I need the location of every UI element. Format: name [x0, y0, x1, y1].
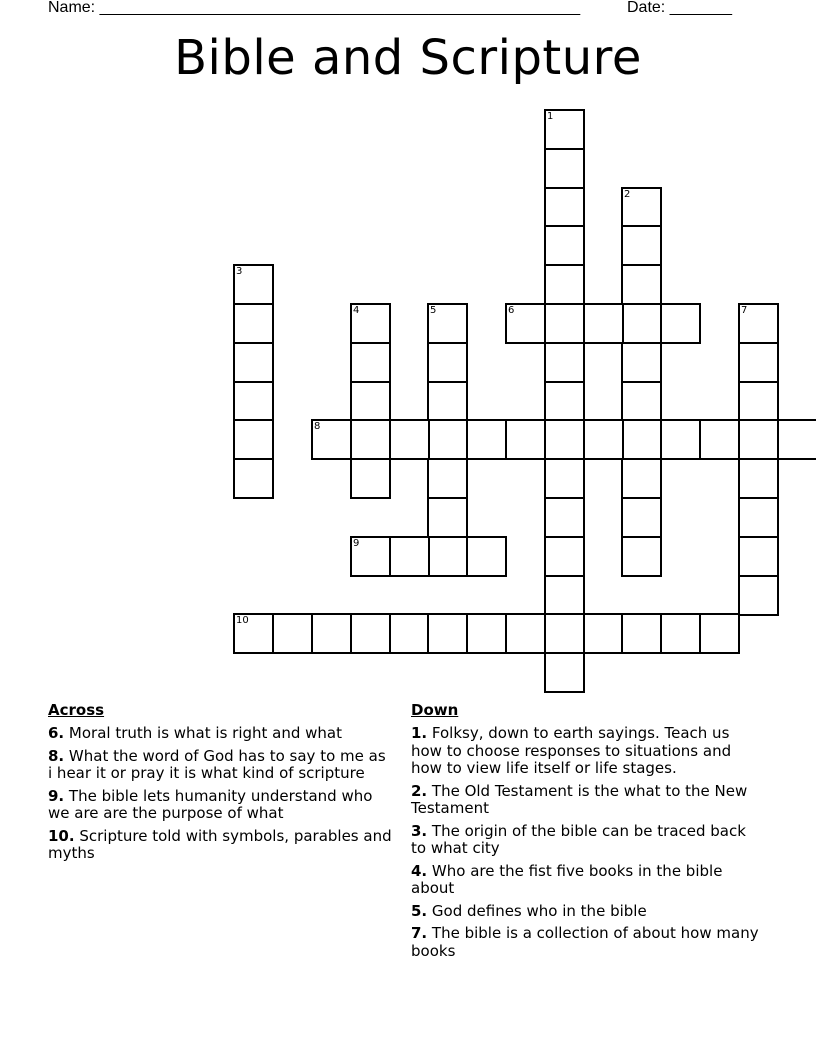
cell-number: 5	[430, 305, 437, 316]
page-title: Bible and Scripture	[174, 30, 642, 86]
grid-cell[interactable]	[738, 303, 779, 344]
clue-text: Scripture told with symbols, parables and myths	[48, 826, 392, 862]
grid-cell[interactable]	[738, 575, 779, 616]
grid-cell[interactable]	[466, 419, 507, 460]
header-line	[0, 0, 816, 20]
cell-number: 2	[624, 189, 631, 200]
grid-cell[interactable]	[427, 303, 468, 344]
grid-cell[interactable]	[621, 536, 662, 577]
grid-cell[interactable]	[389, 419, 430, 460]
grid-cell[interactable]	[544, 458, 585, 499]
clue-text: What the word of God has to say to me as i hear it or pray it is what kind of scripture	[48, 746, 386, 782]
across-clues	[48, 701, 393, 868]
grid-cell[interactable]	[311, 613, 352, 654]
grid-cell[interactable]	[544, 536, 585, 577]
cell-number: 4	[353, 305, 360, 316]
clue-number: 7.	[411, 924, 428, 942]
cell-number: 9	[353, 538, 360, 549]
clue-down-4	[411, 863, 761, 898]
grid-cell[interactable]	[233, 264, 274, 305]
grid-cell[interactable]	[738, 419, 779, 460]
grid-cell[interactable]	[427, 342, 468, 383]
cell-number: 6	[508, 305, 515, 316]
clue-text: The bible lets humanity understand who we are are the purpose of what	[48, 786, 373, 822]
clue-number: 3.	[411, 821, 428, 840]
grid-cell[interactable]	[350, 613, 391, 654]
clue-number: 10.	[48, 826, 75, 845]
grid-cell[interactable]	[233, 381, 274, 422]
clue-text: The origin of the bible can be traced back to what city	[411, 821, 746, 857]
grid-cell[interactable]	[544, 575, 585, 616]
grid-cell[interactable]	[350, 419, 391, 460]
grid-cell[interactable]	[505, 613, 546, 654]
grid-cell[interactable]	[233, 458, 274, 499]
clue-text: The Old Testament is the what to the New Testament	[411, 781, 748, 817]
grid-cell[interactable]	[544, 497, 585, 538]
grid-cell[interactable]	[583, 419, 624, 460]
grid-cell[interactable]	[427, 536, 468, 577]
grid-cell[interactable]	[544, 342, 585, 383]
clue-text: Moral truth is what is right and what	[64, 724, 342, 742]
grid-cell[interactable]	[233, 613, 274, 654]
clue-number: 9.	[48, 786, 65, 805]
grid-cell[interactable]	[505, 303, 546, 344]
grid-cell[interactable]	[311, 419, 352, 460]
clue-across-9	[48, 788, 393, 823]
grid-cell[interactable]	[621, 264, 662, 305]
down-clues	[411, 701, 761, 965]
clue-across-10	[48, 828, 393, 863]
grid-cell[interactable]	[350, 536, 391, 577]
across-clue-list	[48, 725, 393, 863]
grid-cell[interactable]	[621, 613, 662, 654]
grid-cell[interactable]	[466, 536, 507, 577]
clue-across-6	[48, 725, 393, 743]
grid-cell[interactable]	[544, 381, 585, 422]
grid-cell[interactable]	[233, 419, 274, 460]
grid-cell[interactable]	[544, 419, 585, 460]
clue-number: 5.	[411, 901, 428, 920]
grid-cell[interactable]	[621, 458, 662, 499]
grid-cell[interactable]	[350, 381, 391, 422]
cell-number: 1	[547, 111, 554, 122]
grid-cell[interactable]	[505, 419, 546, 460]
grid-cell[interactable]	[350, 342, 391, 383]
grid-cell[interactable]	[738, 381, 779, 422]
clue-down-2	[411, 783, 761, 818]
grid-cell[interactable]	[621, 187, 662, 228]
grid-cell[interactable]	[544, 109, 585, 150]
clue-down-7	[411, 925, 761, 960]
grid-cell[interactable]	[699, 613, 740, 654]
clue-number: 1.	[411, 724, 428, 742]
clue-text: Folksy, down to earth sayings. Teach us how to choose responses to situations and how to view life itself or life stages.	[411, 724, 732, 777]
grid-cell[interactable]	[621, 381, 662, 422]
grid-cell[interactable]	[350, 458, 391, 499]
grid-cell[interactable]	[699, 419, 740, 460]
grid-cell[interactable]	[738, 497, 779, 538]
grid-cell[interactable]	[427, 419, 468, 460]
grid-cell[interactable]	[427, 381, 468, 422]
grid-cell[interactable]	[466, 613, 507, 654]
grid-cell[interactable]	[738, 458, 779, 499]
grid-cell[interactable]	[544, 613, 585, 654]
across-heading: Across	[48, 701, 105, 719]
cell-number: 3	[236, 266, 243, 277]
clue-down-1	[411, 725, 761, 778]
grid-cell[interactable]	[272, 613, 313, 654]
grid-cell[interactable]	[660, 613, 701, 654]
grid-cell[interactable]	[389, 536, 430, 577]
down-heading: Down	[411, 701, 459, 719]
down-clue-list	[411, 725, 761, 960]
date-field-label[interactable]: Date: _______	[627, 0, 732, 16]
clue-number: 6.	[48, 724, 65, 742]
grid-cell[interactable]	[350, 303, 391, 344]
grid-cell[interactable]	[544, 187, 585, 228]
grid-cell[interactable]	[621, 419, 662, 460]
grid-cell[interactable]	[233, 342, 274, 383]
clue-number: 8.	[48, 746, 65, 765]
grid-cell[interactable]	[621, 497, 662, 538]
clue-number: 4.	[411, 861, 428, 880]
clue-across-8	[48, 748, 393, 783]
cell-number: 10	[236, 615, 249, 626]
clue-text: Who are the fist five books in the bible about	[411, 861, 723, 897]
grid-cell[interactable]	[660, 303, 701, 344]
grid-cell[interactable]	[427, 613, 468, 654]
clue-text: God defines who in the bible	[427, 901, 647, 920]
grid-cell[interactable]	[621, 342, 662, 383]
grid-cell[interactable]	[544, 264, 585, 305]
grid-cell[interactable]	[427, 497, 468, 538]
clue-down-5	[411, 903, 761, 921]
grid-cell[interactable]	[621, 303, 662, 344]
grid-cell[interactable]	[738, 342, 779, 383]
grid-cell[interactable]	[660, 419, 701, 460]
cell-number: 7	[741, 305, 748, 316]
grid-cell[interactable]	[544, 225, 585, 266]
clue-down-3	[411, 823, 761, 858]
grid-cell[interactable]	[544, 303, 585, 344]
grid-cell[interactable]	[583, 303, 624, 344]
grid-cell[interactable]	[583, 613, 624, 654]
name-field-label[interactable]: Name: ______________________________________________________	[48, 0, 581, 16]
clue-number: 2.	[411, 781, 428, 800]
grid-cell[interactable]	[738, 536, 779, 577]
grid-cell[interactable]	[544, 652, 585, 693]
grid-cell[interactable]	[389, 613, 430, 654]
grid-cell[interactable]	[427, 458, 468, 499]
grid-cell[interactable]	[233, 303, 274, 344]
clue-text: The bible is a collection of about how many books	[411, 924, 759, 960]
grid-cell[interactable]	[621, 225, 662, 266]
grid-cell[interactable]	[777, 419, 816, 460]
grid-cell[interactable]	[544, 148, 585, 189]
cell-number: 8	[314, 421, 321, 432]
